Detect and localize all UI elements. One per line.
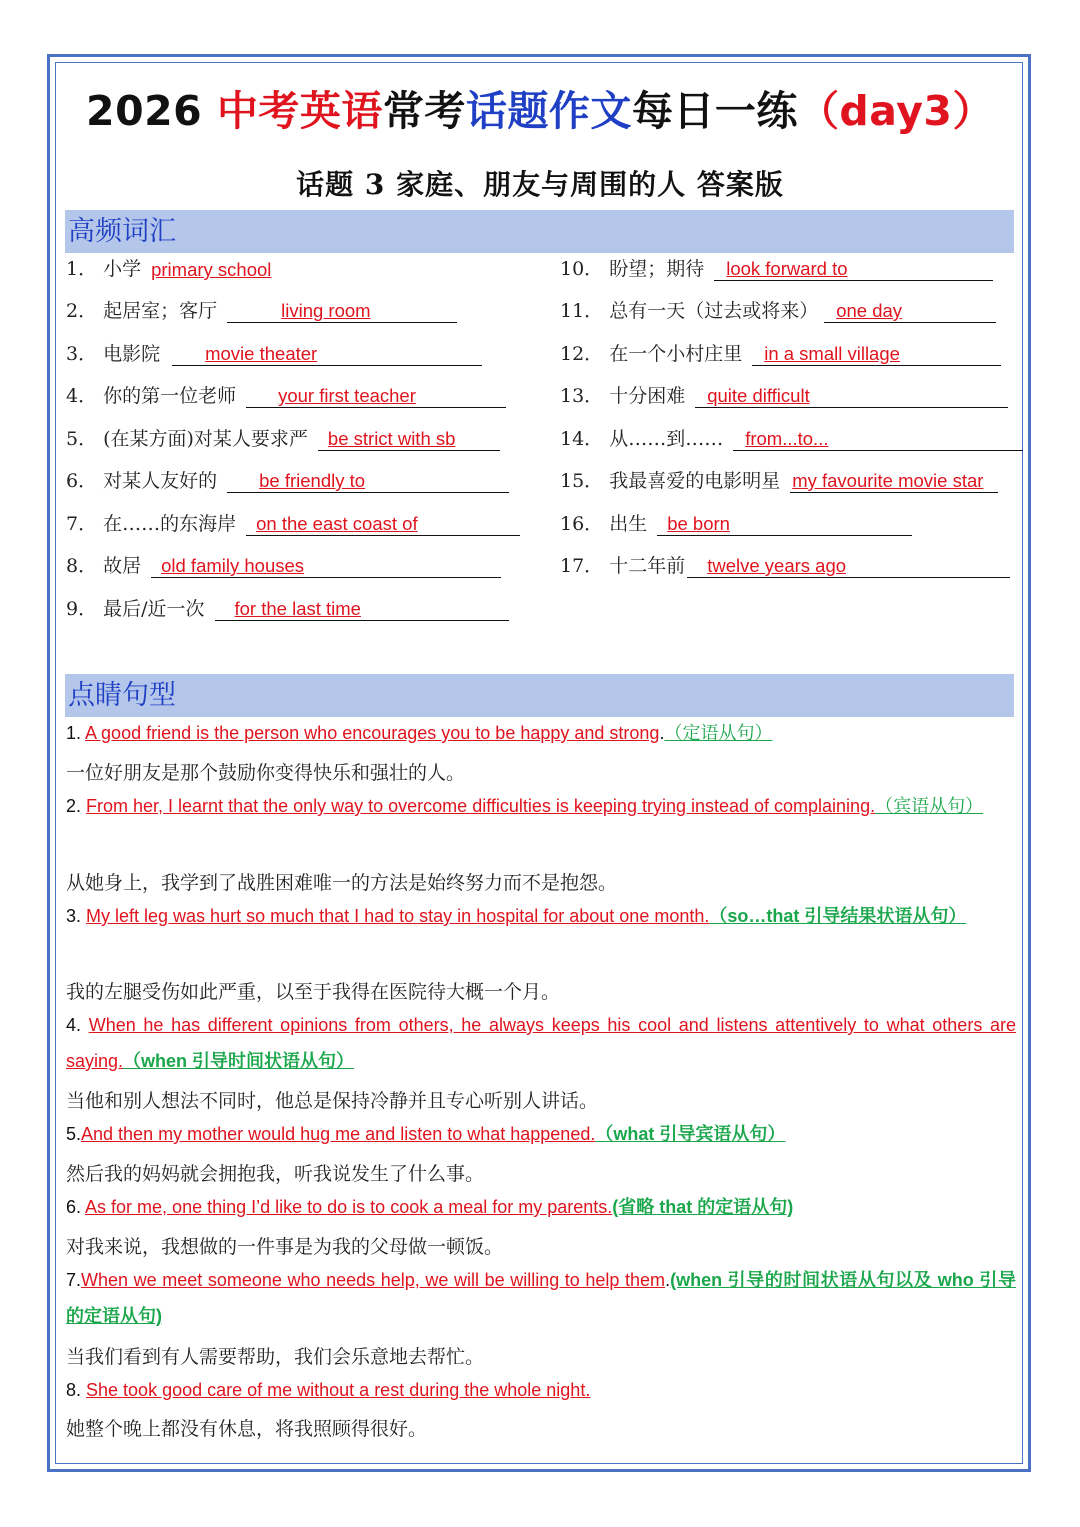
sentence-item: 3. My left leg was hurt so much that I had to stay in hospital for about one month.（so…that 引导结果状语从句） [66, 906, 967, 926]
sentence-item: 4. When he has different opinions from others, he always keeps his cool and listens attentively to what others are saying.（when 引导时间状语从句） [66, 1015, 1017, 1071]
vocab-section-header [65, 210, 1014, 253]
vocab-item: 4． 你的第一位老师 your first teacher [66, 381, 506, 408]
answer-blank: be friendly to [227, 467, 509, 493]
sentence-translation: 然后我的妈妈就会拥抱我，听我说发生了什么事。 [66, 1163, 485, 1185]
vocab-item: 8． 故居 old family houses [66, 551, 501, 578]
answer-blank: movie theater [172, 340, 482, 366]
sentence-translation: 当我们看到有人需要帮助，我们会乐意地去帮忙。 [66, 1346, 485, 1368]
sentence-translation: 我的左腿受伤如此严重，以至于我得在医院待大概一个月。 [66, 981, 561, 1003]
vocab-item: 9． 最后/近一次 for the last time [66, 594, 509, 621]
sentence-translation: 一位好朋友是那个鼓励你变得快乐和强壮的人。 [66, 762, 466, 784]
answer-blank: twelve years ago [687, 552, 1010, 578]
vocab-item: 17． 十二年前 twelve years ago [560, 551, 1010, 578]
sentence-translation: 她整个晚上都没有休息，将我照顾得很好。 [66, 1418, 428, 1440]
answer-blank: for the last time [215, 595, 509, 621]
answer-blank: living room [227, 297, 457, 323]
answer-blank: one day [824, 297, 996, 323]
vocab-item: 11． 总有一天（过去或将来） one day [560, 296, 996, 323]
sentence-item: 7.When we meet someone who needs help, we will be willing to help them.(when 引导的时间状语从句以及 who 引导的定语从句) [66, 1270, 1016, 1326]
vocab-item: 5． (在某方面)对某人要求严 be strict with sb [66, 424, 500, 451]
vocab-item: 12． 在一个小村庄里 in a small village [560, 339, 1001, 366]
vocab-item: 10． 盼望；期待 look forward to [560, 254, 993, 281]
topic-subtitle: 话题 3 家庭、朋友与周围的人 答案版 [296, 168, 784, 201]
vocab-item: 14． 从……到…… from...to... [560, 424, 1023, 451]
page-title: 2026 中考英语常考话题作文每日一练（day3） [86, 87, 994, 135]
answer-blank: be strict with sb [318, 425, 500, 451]
sentence-item: 5.And then my mother would hug me and listen to what happened.（what 引导宾语从句） [66, 1124, 786, 1144]
answer-blank: my favourite movie star [790, 467, 998, 493]
vocab-item: 15． 我最喜爱的电影明星 my favourite movie star [560, 466, 998, 493]
answer-blank: your first teacher [246, 382, 506, 408]
answer-blank: primary school [151, 259, 272, 280]
vocab-item: 1． 小学 primary school [66, 254, 284, 281]
answer-blank: quite difficult [695, 382, 1008, 408]
answer-blank: from...to... [733, 425, 1023, 451]
answer-blank: look forward to [714, 255, 993, 281]
sentence-section-header [65, 674, 1014, 717]
vocab-item: 2． 起居室；客厅 living room [66, 296, 457, 323]
sentence-item: 1. A good friend is the person who encourages you to be happy and strong.（定语从句） [66, 723, 773, 743]
sentence-item: 6. As for me, one thing I’d like to do is to cook a meal for my parents.(省略 that 的定语从句) [66, 1197, 794, 1217]
answer-blank: be born [657, 510, 912, 536]
vocab-heading: 高频词汇 [68, 216, 176, 247]
answer-blank: in a small village [752, 340, 1001, 366]
sentence-translation: 对我来说，我想做的一件事是为我的父母做一顿饭。 [66, 1236, 504, 1258]
vocab-item: 6． 对某人友好的 be friendly to [66, 466, 509, 493]
vocab-item: 3． 电影院 movie theater [66, 339, 482, 366]
sentence-translation: 当他和别人想法不同时，他总是保持冷静并且专心听别人讲话。 [66, 1090, 599, 1112]
sentence-item: 2. From her, I learnt that the only way to overcome difficulties is keeping trying instead of complaining.（宾语从句） [66, 796, 984, 816]
sentence-translation: 从她身上，我学到了战胜困难唯一的方法是始终努力而不是抱怨。 [66, 872, 618, 894]
sentence-item: 8. She took good care of me without a rest during the whole night. [66, 1380, 591, 1400]
vocab-item: 7． 在……的东海岸 on the east coast of [66, 509, 520, 536]
vocab-item: 16． 出生 be born [560, 509, 912, 536]
answer-blank: old family houses [151, 552, 501, 578]
sentence-heading: 点睛句型 [68, 680, 176, 711]
answer-blank: on the east coast of [246, 510, 520, 536]
vocab-item: 13． 十分困难 quite difficult [560, 381, 1008, 408]
